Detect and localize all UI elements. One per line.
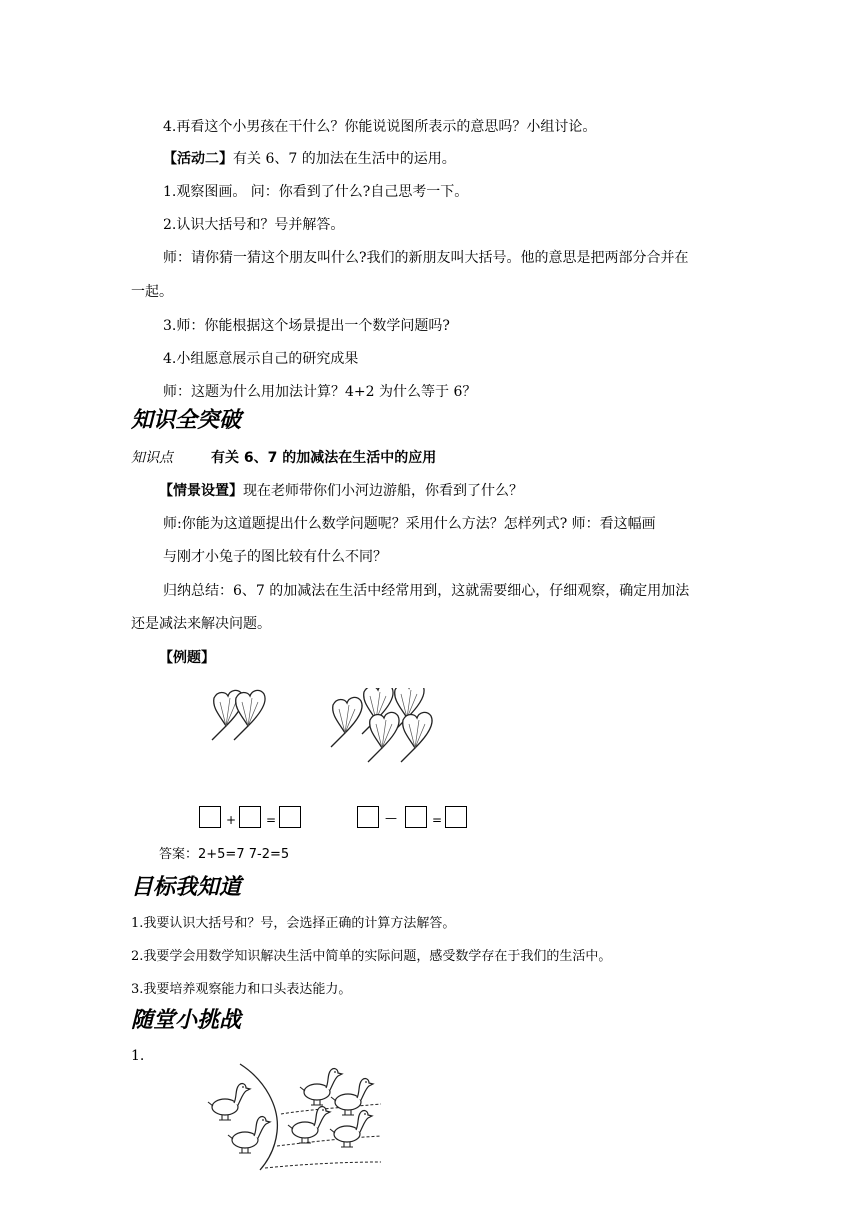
water-line-2 — [277, 1136, 381, 1146]
geese-illustration — [205, 1062, 385, 1172]
challenge-heading: 随堂小挑战 — [131, 1008, 242, 1033]
equals-sign-1: = — [266, 813, 277, 827]
goose-water-2 — [331, 1079, 373, 1115]
goal-2: 2.我要学会用数学知识解决生活中简单的实际问题，感受数学存在于我们的生活中。 — [131, 949, 612, 964]
goose-bank-2 — [228, 1117, 270, 1153]
goose-bank-1 — [208, 1084, 250, 1120]
goose-water-4 — [330, 1111, 372, 1147]
answer-box-3[interactable] — [279, 806, 301, 828]
plus-sign: + — [226, 813, 237, 827]
water-line-3 — [265, 1162, 381, 1168]
leaf-right-5 — [401, 712, 432, 762]
goose-water-3 — [288, 1107, 330, 1143]
ginkgo-leaves-illustration — [200, 688, 450, 768]
activity-step-3: 3.师：你能根据这个场景提出一个数学问题吗? — [163, 318, 450, 334]
answer-box-5[interactable] — [405, 806, 427, 828]
answer-box-2[interactable] — [239, 806, 261, 828]
teacher-line-2: 师：这题为什么用加法计算？4+2 为什么等于 6？ — [163, 384, 477, 400]
teacher-line-3a: 师:你能为这道题提出什么数学问题呢？采用什么方法？怎样列式? 师：看这幅画 — [163, 516, 656, 532]
knowledge-point-title: 有关 6、7 的加减法在生活中的应用 — [211, 450, 437, 466]
knowledge-heading: 知识全突破 — [131, 408, 242, 433]
activity-step-4: 4.再看这个小男孩在干什么？你能说说图所表示的意思吗？小组讨论。 — [163, 119, 597, 135]
minus-sign: — — [385, 811, 397, 825]
leaf-left-2 — [234, 690, 265, 740]
question-1-number: 1. — [131, 1048, 145, 1064]
teacher-line-1a: 师：请你猜一猜这个朋友叫什么?我们的新朋友叫大括号。他的意思是把两部分合并在 — [163, 250, 689, 266]
equals-sign-2: = — [432, 813, 443, 827]
example-tag: 【例题】 — [159, 650, 215, 666]
goal-1: 1.我要认识大括号和？号，会选择正确的计算方法解答。 — [131, 916, 456, 931]
summary-line-b: 还是减法来解决问题。 — [131, 616, 271, 632]
scene-tag: 【情景设置】 — [159, 483, 243, 499]
knowledge-point-label: 知识点 — [131, 450, 173, 466]
teacher-line-3b: 与刚才小兔子的图比较有什么不同？ — [163, 549, 387, 565]
summary-line-a: 归纳总结：6、7 的加减法在生活中经常用到，这就需要细心，仔细观察，确定用加法 — [163, 583, 690, 599]
activity-two-tag: 【活动二】 — [163, 151, 233, 167]
scene-line — [159, 481, 523, 501]
answer-box-1[interactable] — [199, 806, 221, 828]
knowledge-point-line — [131, 448, 436, 468]
activity-step-1: 1.观察图画。 问：你看到了什么?自己思考一下。 — [163, 184, 469, 200]
scene-text: 现在老师带你们小河边游船，你看到了什么？ — [243, 483, 523, 499]
goals-heading: 目标我知道 — [131, 875, 242, 900]
teacher-line-1b: 一起。 — [131, 284, 173, 300]
activity-step-4b: 4.小组愿意展示自己的研究成果 — [163, 351, 359, 367]
goal-3: 3.我要培养观察能力和口头表达能力。 — [131, 982, 352, 997]
activity-two-line — [163, 149, 456, 169]
leaf-right-1 — [331, 697, 362, 747]
example-answer: 答案：2+5=7 7-2=5 — [159, 847, 290, 862]
answer-box-4[interactable] — [357, 806, 379, 828]
activity-step-2: 2.认识大括号和？号并解答。 — [163, 217, 345, 233]
activity-two-text: 有关 6、7 的加法在生活中的运用。 — [233, 151, 456, 167]
leaf-right-4 — [368, 712, 399, 762]
answer-box-6[interactable] — [445, 806, 467, 828]
river-bank — [240, 1064, 277, 1170]
